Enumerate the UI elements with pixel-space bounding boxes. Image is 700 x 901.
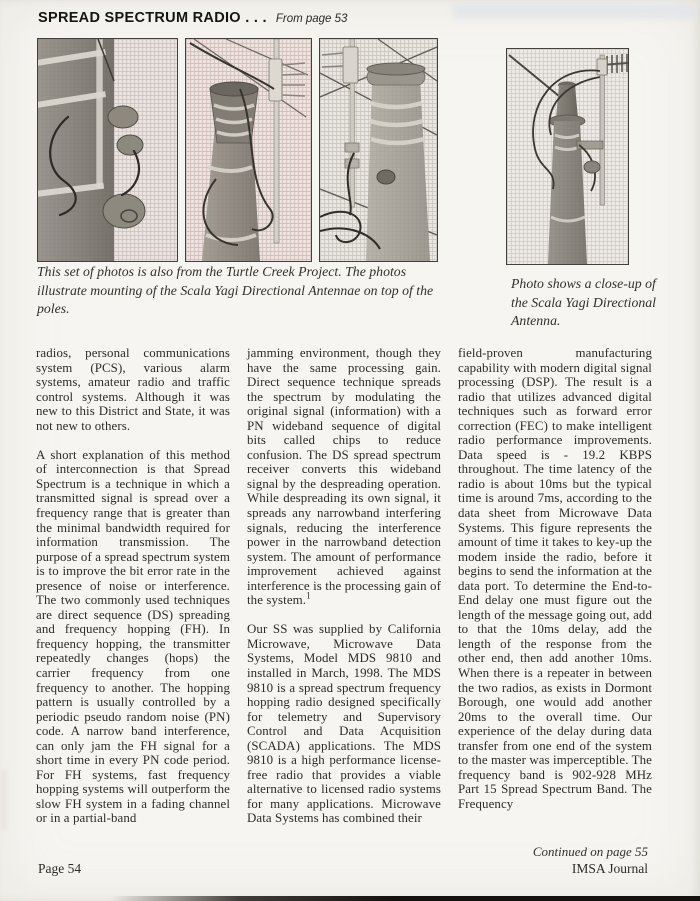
pole-with-mast-image (185, 38, 312, 262)
pole-mount-closeup-photo (37, 38, 178, 262)
footnote-ref: 1 (306, 591, 311, 601)
closeup-caption: Photo shows a close-up of the Scala Yagi Directional Antenna. (511, 276, 656, 328)
showthrough-artifact (452, 4, 694, 19)
continued-from-label: From page 53 (275, 13, 348, 25)
paragraph: A short explanation of this method of interconnection is that Spread Spectrum is a technique in which a transmitted signal is spread over a frequency range that is greater than the minimal bandwidth required for information transmission. The purpose of a spread spectrum system is to improve the bit error rate in the presence of noise or interference. The two commonly used techniques are direct sequence (DS) spreading and frequency hopping (FH). In frequency hopping, the transmitter repeatedly changes (hops) the carrier frequency from one frequency to another. The hopping pattern is usually controlled by a periodic pseudo random noise (PN) code. A narrow band interference, can only jam the FH signal for a short time in every PN code period. For FH systems, fast frequency hopping systems will outperform the slow FH system in a fading channel or in a partial-band (36, 447, 230, 826)
paragraph: Our SS was supplied by California Microwave, Microwave Data Systems, Model MDS 9810 and installed in March, 1998. The MDS 9810 is a spread spectrum frequency hopping radio designed specifically for telemetry and Supervisory Control and Data Acquisition (SCADA) applications. The MDS 9810 is a high performance license-free radio that provides a viable alternative to licensed radio systems for many applications. Microwave Data Systems has combined their (247, 622, 441, 826)
photo-strip (37, 38, 438, 262)
paragraph-text: jamming environment, though they have the same processing gain. Direct sequence technique spreads the spectrum by modulating the original signal (information) with a PN wideband sequence of digital bits called chips to reduce confusion. The DS spread spectrum receiver converts this wideband signal by the despreading operation. While despreading its own signal, it spreads any narrowband interfering signals, reducing the interference power in the narrowband detection system. The amount of performance improvement achieved against interference is the processing gain of the system. (247, 346, 441, 608)
pole-mount-closeup-image (37, 38, 178, 262)
column-1 (36, 346, 230, 858)
paragraph: field-proven manufacturing capability with modern digital signal processing (DSP). The result is a radio that utilizes advanced digital techniques such as forward error correction (FEC) to make intelligent radio performance improvements. Data speed is - 19.2 KBPS throughout. The time latency of the radio is about 10ms but the typical time is around 7ms, according to the data sheet from Microwave Data Systems. This figure represents the amount of time it takes to key-up the modem inside the radio, before it begins to send the information at the data port. To determine the End-to-End delay one must figure out the length of the message going out, add to that the 10ms delay, add the length of the response from the other end, then add another 10ms. When there is a repeater in between the two radios, as exists in Dormont Borough, one would add another 20ms to the overall time. Our experience of the delay during data transfer from one end of the system to the master was imperceptible. The frequency band is 902-928 MHz Part 15 Spread Spectrum Band. The Frequency (458, 346, 652, 811)
page-footer (38, 861, 648, 877)
article-columns (36, 346, 652, 858)
pole-and-wires-image (319, 38, 438, 262)
photo-group-caption: This set of photos is also from the Turtle Creek Project. The photos illustrate mounting of the Scala Yagi Directional Antennae on top of the poles. (37, 264, 434, 316)
scan-edge-artifact (110, 896, 700, 901)
pole-and-wires-photo (319, 38, 438, 262)
paragraph (247, 346, 441, 608)
continued-notice: Continued on page 55 (532, 844, 648, 859)
showthrough-artifact-left (1, 770, 7, 830)
article-title: SPREAD SPECTRUM RADIO . . . (38, 10, 267, 26)
column-2 (247, 346, 441, 858)
column-3 (458, 346, 652, 858)
pole-with-mast-photo (185, 38, 312, 262)
scala-yagi-closeup-image (506, 48, 629, 265)
scala-yagi-closeup-photo (506, 48, 656, 331)
page-number-label: Page 54 (38, 861, 82, 876)
paragraph: radios, personal communications system (PCS), various alarm systems, amateur radio and traffic control systems. Although it was new to this District and State, it was not new to others. (36, 346, 230, 433)
journal-name-label: IMSA Journal (571, 861, 648, 876)
article-header (38, 9, 347, 27)
